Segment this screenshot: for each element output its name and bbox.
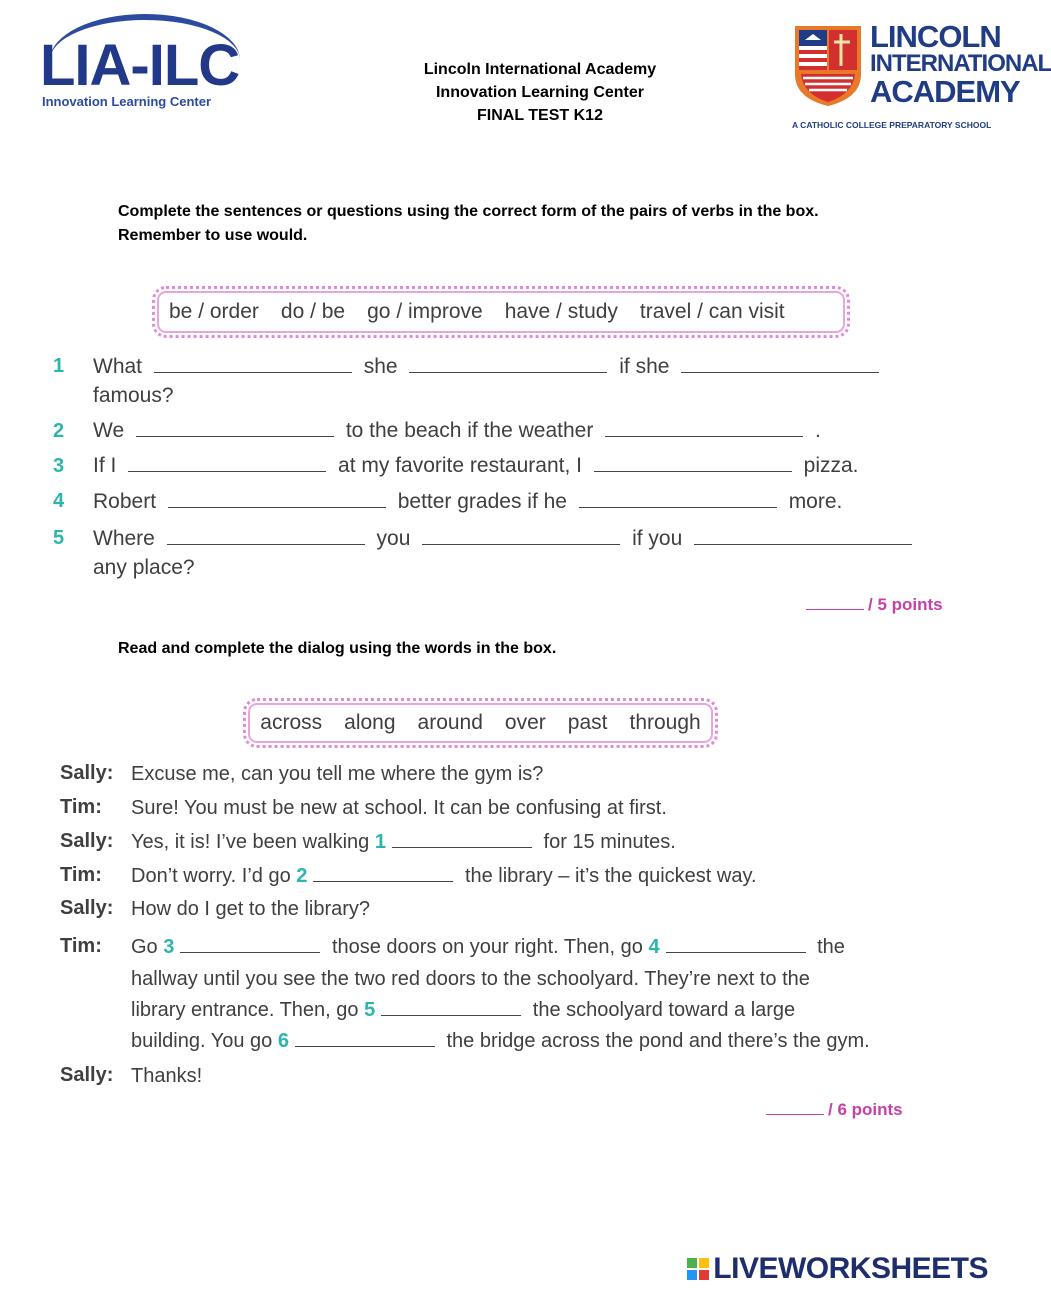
dialog-line: Thanks! — [131, 1065, 203, 1087]
speaker-label: Sally: — [60, 830, 114, 852]
question-5 — [93, 524, 918, 554]
dialog-line — [131, 860, 757, 892]
word-box-item: along — [344, 711, 396, 734]
score-blank[interactable] — [806, 609, 864, 610]
question-text: Robert — [93, 490, 157, 513]
question-number: 5 — [53, 527, 65, 549]
lia-ilc-logo — [40, 14, 245, 114]
question-text: she — [363, 355, 398, 378]
answer-blank[interactable] — [168, 489, 386, 508]
question-text: if she — [619, 355, 670, 378]
answer-blank[interactable] — [381, 997, 521, 1016]
dialog-text: the schoolyard toward a large — [532, 999, 796, 1021]
question-number: 1 — [53, 355, 65, 377]
dialog-line — [131, 931, 845, 963]
dialog-text: for 15 minutes. — [543, 831, 676, 853]
section2-word-box — [243, 698, 718, 748]
answer-blank[interactable] — [605, 418, 803, 437]
word-box-item: travel / can visit — [639, 300, 785, 323]
speaker-label: Tim: — [60, 864, 102, 886]
question-number: 4 — [53, 490, 65, 512]
word-box-item: around — [417, 711, 483, 734]
question-text: at my favorite restaurant, I — [338, 454, 582, 477]
right-logo-line-2: INTERNATIONAL — [870, 50, 1051, 77]
word-box-item: have / study — [504, 300, 618, 323]
dialog-text: building. You go — [131, 1030, 273, 1052]
question-text: . — [815, 419, 821, 442]
answer-blank[interactable] — [313, 863, 453, 882]
dialog-text: Don’t worry. I’d go — [131, 865, 291, 887]
dialog-text: those doors on your right. Then, go — [331, 936, 643, 958]
word-box-item: over — [504, 711, 546, 734]
right-logo-line-3: ACADEMY — [870, 74, 1020, 109]
page-header-title — [340, 58, 740, 127]
question-2 — [93, 416, 821, 446]
blank-number: 6 — [277, 1030, 289, 1052]
left-logo-sub: Innovation Learning Center — [42, 94, 212, 109]
dialog-text: the bridge across the pond and there’s the gym. — [446, 1030, 870, 1052]
right-logo-text — [870, 19, 1051, 109]
section1-word-box — [152, 286, 850, 338]
dialog-line — [131, 994, 795, 1026]
answer-blank[interactable] — [136, 418, 334, 437]
blank-number: 5 — [364, 999, 376, 1021]
left-logo-main: LIA-ILC — [40, 33, 240, 98]
blank-number: 1 — [374, 831, 386, 853]
answer-blank[interactable] — [154, 354, 352, 373]
dialog-line: Excuse me, can you tell me where the gym is? — [131, 763, 544, 785]
answer-blank[interactable] — [128, 453, 326, 472]
answer-blank[interactable] — [594, 453, 792, 472]
header-line-3: FINAL TEST K12 — [477, 107, 603, 124]
question-number: 2 — [53, 420, 65, 442]
answer-blank[interactable] — [579, 489, 777, 508]
school-crest-icon — [793, 24, 863, 108]
score-blank[interactable] — [766, 1114, 824, 1115]
question-5-continued: any place? — [93, 556, 195, 579]
blank-number: 4 — [648, 936, 660, 958]
header-line-2: Innovation Learning Center — [435, 84, 644, 101]
blank-number: 2 — [296, 865, 308, 887]
question-3 — [93, 451, 859, 481]
dialog-line — [131, 1025, 870, 1057]
word-box-item: do / be — [280, 300, 346, 323]
word-box-item: go / improve — [367, 300, 483, 323]
answer-blank[interactable] — [392, 829, 532, 848]
dialog-text: Go — [131, 936, 158, 958]
lincoln-academy-logo — [790, 19, 1051, 134]
word-box-item: across — [260, 711, 323, 734]
dialog-line: How do I get to the library? — [131, 898, 371, 920]
question-text: you — [376, 527, 411, 550]
footer-brand: LIVEWORKSHEETS — [713, 1252, 988, 1285]
score-label: / 5 points — [868, 595, 943, 614]
score-label: / 6 points — [828, 1100, 903, 1119]
dialog-text: the — [817, 936, 845, 958]
section2-score — [766, 1100, 903, 1120]
question-text: to the beach if the weather — [345, 419, 594, 442]
word-box-item: be / order — [169, 300, 259, 323]
answer-blank[interactable] — [180, 934, 320, 953]
question-1 — [93, 352, 885, 382]
question-text: if you — [632, 527, 683, 550]
dialog-text: the library – it’s the quickest way. — [464, 865, 757, 887]
speaker-label: Sally: — [60, 762, 114, 784]
answer-blank[interactable] — [295, 1028, 435, 1047]
section1-instruction: Complete the sentences or questions using the correct form of the pairs of verbs in the box. Remember to use would. — [118, 203, 819, 244]
section2-instruction: Read and complete the dialog using the words in the box. — [118, 640, 557, 657]
header-line-1: Lincoln International Academy — [423, 61, 657, 78]
answer-blank[interactable] — [666, 934, 806, 953]
right-logo-line-1: LINCOLN — [870, 19, 1001, 54]
question-text: We — [93, 419, 125, 442]
answer-blank[interactable] — [422, 526, 620, 545]
dialog-text: library entrance. Then, go — [131, 999, 359, 1021]
answer-blank[interactable] — [167, 526, 365, 545]
word-box-item: past — [567, 711, 608, 734]
dialog-text: Yes, it is! I’ve been walking — [131, 831, 370, 853]
dialog-line — [131, 826, 676, 858]
blank-number: 3 — [163, 936, 175, 958]
question-text: What — [93, 355, 143, 378]
speaker-label: Tim: — [60, 796, 102, 818]
right-logo-sub: A CATHOLIC COLLEGE PREPARATORY SCHOOL — [792, 120, 992, 130]
liveworksheets-logo — [687, 1252, 988, 1286]
question-4 — [93, 487, 842, 517]
dialog-line: hallway until you see the two red doors to the schoolyard. They’re next to the — [131, 968, 810, 990]
speaker-label: Sally: — [60, 1064, 114, 1086]
section1-score — [806, 595, 943, 615]
speaker-label: Tim: — [60, 935, 102, 957]
question-text: If I — [93, 454, 117, 477]
word-box-item: through — [629, 711, 701, 734]
question-text: Where — [93, 527, 155, 550]
dialog-line: Sure! You must be new at school. It can be confusing at first. — [131, 797, 667, 819]
answer-blank[interactable] — [694, 526, 912, 545]
question-text: pizza. — [803, 454, 859, 477]
question-1-continued: famous? — [93, 384, 174, 407]
speaker-label: Sally: — [60, 897, 114, 919]
question-text: more. — [788, 490, 843, 513]
answer-blank[interactable] — [681, 354, 879, 373]
question-number: 3 — [53, 455, 65, 477]
answer-blank[interactable] — [409, 354, 607, 373]
liveworksheets-icon — [687, 1258, 709, 1280]
question-text: better grades if he — [397, 490, 567, 513]
